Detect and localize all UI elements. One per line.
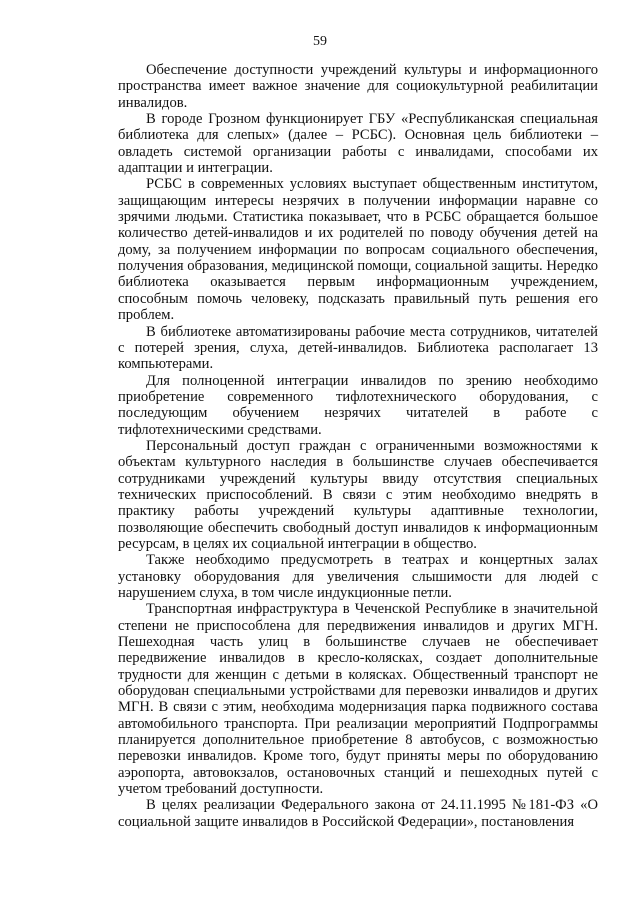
- paragraph-automation: В библиотеке автоматизированы рабочие места сотрудников, читателей с потерей зрения, слуха, детей-инвалидов. Библиотека располагает 13 компьютерами.: [118, 323, 598, 373]
- paragraph-library-for-blind: В городе Грозном функционирует ГБУ «Республиканская специальная библиотека для слепых» (далее – РСБС). Основная цель библиотеки – овладеть системой организации работы с инвалидами, способами их адаптации и интеграции.: [118, 111, 598, 177]
- page-number: 59: [313, 34, 327, 49]
- document-body: [118, 62, 598, 830]
- paragraph-rsbs-role: РСБС в современных условиях выступает общественным институтом, защищающим интересы незрячих в получении информации наравне со зрячими людьми. Статистика показывает, что в РСБС обращается большое количество детей-инвалидов и их родителей по поводу обучения детей на дому, за получением информации по вопросам социального обеспечения, получения образования, медицинской помощи, социальной защиты. Нередко библиотека оказывается первым информационным учреждением, способным помочь человеку, подсказать правильный путь решения его проблем.: [118, 176, 598, 324]
- paragraph-hearing-equipment: Также необходимо предусмотреть в театрах и концертных залах установку оборудования для увеличения слышимости для людей с нарушением слуха, в том числе индукционные петли.: [118, 552, 598, 601]
- paragraph-cultural-heritage-access: Персональный доступ граждан с ограниченными возможностями к объектам культурного наследия в большинстве случаев обеспечивается сотрудниками учреждений культуры ввиду отсутствия специальных технических приспособлений. В связи с этим необходимо внедрять в практику работы учреждений культуры адаптивные технологии, позволяющие обеспечить свободный доступ инвалидов к информационным ресурсам, в целях их социальной интеграции в общество.: [118, 437, 598, 552]
- paragraph-transport-infrastructure: Транспортная инфраструктура в Чеченской Республике в значительной степени не приспособлена для передвижения инвалидов и других МГН. Пешеходная часть улиц в большинстве случаев не обеспечивает передвижение инвалидов в кресло-колясках, создает дополнительные трудности для женщин с детьми в колясках. Общественный транспорт не оборудован специальными устройствами для перевозки инвалидов и других МГН. В связи с этим, необходима модернизация парка подвижного состава автомобильного транспорта. При реализации мероприятий Подпрограммы планируется дополнительное приобретение 8 автобусов, с возможностью перевозки инвалидов. Кроме того, будут приняты меры по оборудованию аэропорта, автовокзалов, остановочных станций и пешеходных путей с учетом требований доступности.: [118, 601, 598, 798]
- paragraph-culture-access: Обеспечение доступности учреждений культуры и информационного пространства имеет важное значение для социокультурной реабилитации инвалидов.: [118, 62, 598, 111]
- paragraph-typhlo-equipment: Для полноценной интеграции инвалидов по зрению необходимо приобретение современного тифлотехнического оборудования, с последующим обучением незрячих читателей в работе с тифлотехническими средствами.: [118, 372, 598, 438]
- paragraph-federal-law: В целях реализации Федерального закона от 24.11.1995 №181-ФЗ «О социальной защите инвалидов в Российской Федерации», постановления: [118, 797, 598, 830]
